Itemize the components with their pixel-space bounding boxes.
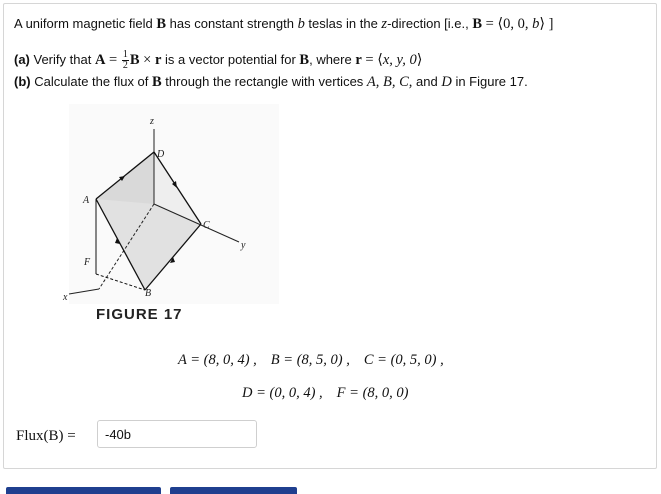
coord-A: A = (8, 0, 4) , (178, 352, 257, 368)
flux-answer-input[interactable] (97, 420, 257, 448)
intro-z: z (381, 16, 388, 32)
figure-17-image (63, 104, 279, 304)
intro-text-mid: has constant strength (166, 16, 298, 31)
part-a-r2: r (355, 51, 362, 68)
coordinates-line-1 (178, 352, 458, 369)
intro-b: b (297, 16, 305, 32)
figure-caption: FIGURE 17 (96, 306, 183, 323)
part-a-text2: is a vector potential for (161, 51, 300, 67)
part-a-B: B (129, 51, 140, 68)
intro-eq: = ⟨0, 0, (482, 16, 533, 32)
part-b-vertices: A, B, C, (366, 74, 413, 90)
label-D: D (157, 149, 165, 160)
part-a-eq: = (105, 51, 121, 68)
part-b-and: and (412, 74, 442, 89)
intro-tail: -direction [i.e., (387, 16, 473, 31)
fraction-denominator: 2 (122, 60, 128, 71)
intro-eq-b: b (532, 16, 540, 32)
part-b-text2: through the rectangle with vertices (161, 74, 367, 89)
part-a-close: ⟩ (416, 51, 423, 68)
submit-button-partial[interactable] (6, 487, 161, 494)
part-b-text: Calculate the flux of (30, 74, 153, 89)
part-b-text3: in Figure 17. (451, 74, 528, 89)
label-F: F (84, 257, 91, 268)
intro-close: ⟩ ] (539, 16, 554, 32)
coord-C: C = (0, 5, 0) , (363, 352, 444, 368)
x-axis (69, 289, 99, 294)
part-a-times: × (139, 51, 155, 68)
part-a-label: (a) (14, 51, 30, 67)
part-a-text: Verify that (29, 51, 95, 67)
part-a-vec: x, y, 0 (382, 51, 417, 68)
coord-D: D = (0, 0, 4) , (242, 385, 323, 401)
coordinates-line-2 (242, 385, 422, 402)
part-a-B2: B (299, 51, 310, 68)
part-a-text3: , where (309, 51, 356, 67)
label-C: C (203, 220, 210, 231)
part-a-eq2: = ⟨ (361, 51, 383, 68)
half-fraction (122, 50, 129, 71)
part-a-r: r (154, 51, 162, 68)
label-A: A (83, 195, 90, 206)
part-b-label: (b) (14, 74, 31, 89)
coord-F: F = (8, 0, 0) (336, 385, 409, 401)
label-y: y (241, 240, 246, 251)
label-z: z (150, 116, 154, 127)
intro-B: B (156, 16, 167, 32)
label-x: x (63, 292, 68, 303)
fraction-numerator: 1 (122, 49, 128, 60)
next-button-partial[interactable] (170, 487, 297, 494)
problem-intro (14, 16, 553, 33)
part-b (14, 74, 528, 91)
flux-label: Flux(B) = (16, 428, 76, 444)
part-a (14, 50, 422, 71)
figure-17-diagram (63, 104, 279, 304)
coord-B: B = (8, 5, 0) , (270, 352, 350, 368)
intro-eq-B: B (472, 16, 483, 32)
part-b-B: B (152, 74, 162, 90)
part-a-A: A (94, 51, 106, 68)
question-card (3, 3, 657, 469)
part-b-D: D (441, 74, 452, 90)
label-B: B (145, 288, 152, 299)
intro-text-rest: teslas in the (304, 16, 382, 31)
intro-text: A uniform magnetic field (14, 16, 157, 31)
